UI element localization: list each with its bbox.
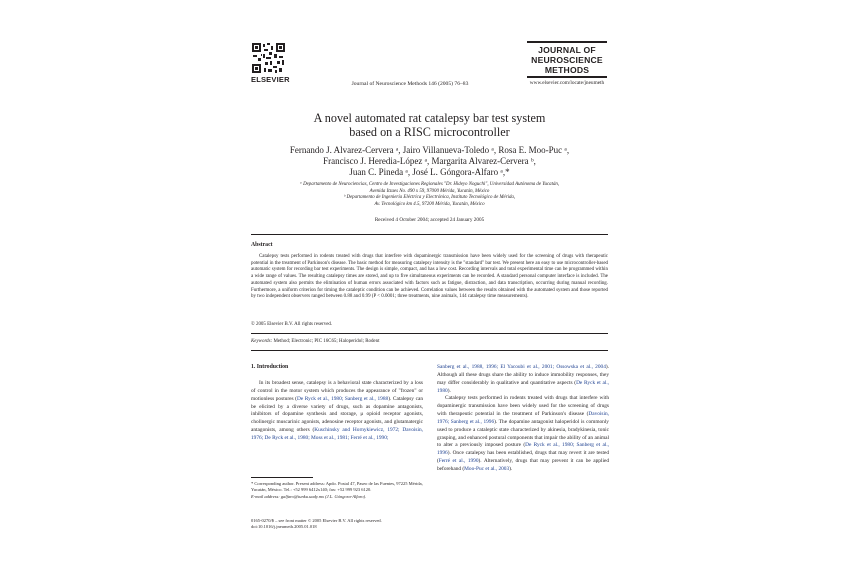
affiliation-line: Avenida Itzaes No. 490 x 59, 97000 Mérida, Yucatán, México	[369, 188, 490, 194]
affiliation-line: ᵃ Departamento de Neurociencias, Centro de Investigaciones Regionales "Dr. Hideyo Noguchi", Universidad Autónoma de Yucatán,	[299, 182, 560, 187]
journal-name-line: JOURNAL OF	[538, 45, 596, 55]
text-run: ). Although all these drugs share the ability to induce immobility responses, they may differ considerably in qualitative and quantitative aspects (	[437, 364, 609, 386]
elsevier-logo	[251, 42, 291, 84]
journal-name-line: METHODS	[544, 65, 590, 75]
abstract-heading: Abstract	[251, 242, 273, 248]
text-run: ). Once catalepsy has been established, drugs that may revert it are tested (	[437, 450, 609, 465]
corresponding-author-note: * Corresponding author. Present address: Apdo. Postal 47, Paseo de las Fuentes, 97225 Mérida, Yucatán, México. Tel.: +52 999 6412x140; fax: +52 999 923 6120.	[251, 481, 423, 493]
text-run: ). Alternatively, drugs that may prevent it can be applied beforehand (	[437, 458, 609, 472]
journal-url[interactable]: www.elsevier.com/locate/jneumeth	[529, 80, 605, 86]
journal-masthead	[527, 41, 607, 86]
citation-link[interactable]: De Ryck et al., 1980; Sanberg et al., 1988	[296, 395, 389, 402]
citation-link[interactable]: De Ryck et al., 1980; Sanberg et al., 1996	[437, 442, 609, 457]
article-title	[251, 111, 608, 139]
citation-link[interactable]: Kuschinsky and Hornykiewicz, 1972; Davoisin, 1976; De Ryck et al., 1980; Moss et al., 1981; Ferré et al., 1990;	[251, 427, 423, 441]
text-run: ).	[509, 465, 513, 472]
citation-link[interactable]: Davoisin, 1976; Sanberg et al., 1996	[437, 411, 609, 425]
author-line: Francisco J. Heredia-López ᵃ, Margarita Alvarez-Cervera ᵇ,	[323, 156, 536, 166]
received-dates: Received 4 October 2004; accepted 24 January 2005	[374, 217, 485, 223]
title-line: A novel automated rat catalepsy bar test system	[313, 111, 546, 125]
text-run: Catalepsy tests performed in rodents treated with drugs that interfere with dopaminergic transmission have been widely used for the screening of drugs with therapeutic potential in the treatment of Parkinson's disease (	[437, 395, 609, 418]
issn-line: 0165-0270/$ – see front matter © 2005 Elsevier B.V. All rights reserved.	[251, 518, 382, 523]
text-run: In its broadest sense, catalepsy is a behavioral state characterized by a loss of control in the motor system which produces the appearance of "frozen" or motionless postures (	[251, 380, 423, 402]
citation-link[interactable]: Sanberg et al., 1988, 1996; El Yacoubi et al., 2001; Ossowska et al., 2004	[437, 364, 606, 370]
abstract-text: Catalepsy tests performed in rodents treated with drugs that interfere with dopaminergic transmission have been widely used for the screening of drugs with therapeutic potential in the treatment of Parkinson's disease. The basic method for measuring catalepsy intensity is the "standard" bar test. We present here an easy to use microcontroller-based automatic system for recording bar test experiments. The design is simple, compact, and has a low cost. Recording intervals and total experimental time can be programmed within a wide range of values. The resulting catalepsy times are stored, and up to five simultaneous experiments can be recorded. A standard personal computer interface is included. The automated system also permits the elimination of human errors associated with factors such as fatigue, distraction, and data transcription, occurring during manual recording. Furthermore, a uniform criterion for timing the cataleptic condition can be achieved. Correlation values between the results obtained with the automated system and those reported by two independent observers ranged between 0.88 and 0.99 (P < 0.0001; three treatments, nine animals, 144 catalepsy time measurements).	[251, 254, 608, 300]
journal-name-line: NEUROSCIENCE	[531, 55, 603, 65]
email-note: E-mail address: galfaro@tunku.uady.mx (J.L. Góngora-Alfaro).	[251, 493, 367, 499]
title-line: based on a RISC microcontroller	[349, 125, 510, 139]
paragraph	[437, 364, 609, 395]
left-column	[251, 380, 423, 443]
text-run: ). The dopamine antagonist haloperidol is commonly used to produce a cataleptic state characterized by akinesia, bradykinesia, tonic grasping, and enhanced postural components that impair the ability of an animal to alter a previously imposed posture (	[437, 418, 609, 449]
abstract-copyright: © 2005 Elsevier B.V. All rights reserved.	[251, 322, 333, 327]
keywords-label: Keywords:	[251, 339, 273, 344]
abstract-body	[251, 254, 608, 301]
author-line: Fernando J. Alvarez-Cervera ᵃ, Jairo Villanueva-Toledo ᵃ, Rosa E. Moo-Puc ᵃ,	[289, 145, 570, 155]
text-run: ).	[447, 387, 451, 394]
author-list	[251, 145, 608, 178]
affiliation-line: ᵇ Departamento de Ingeniería Eléctrica y Electrónica, Instituto Tecnológico de Mérida,	[343, 195, 516, 200]
divider	[251, 234, 608, 235]
citation-link[interactable]: Ferré et al., 1990	[438, 458, 479, 465]
section-heading-introduction: 1. Introduction	[251, 364, 289, 370]
keywords-text: Method; Electronic; PIC 16C65; Haloperidol; Rodent	[272, 339, 380, 344]
divider	[251, 350, 608, 351]
divider	[251, 333, 608, 334]
keywords	[251, 339, 608, 344]
paragraph	[251, 380, 423, 443]
right-column	[437, 364, 609, 474]
citation-link[interactable]: Moo-Puc et al., 2003	[464, 465, 510, 472]
elsevier-tree-icon	[251, 42, 286, 74]
text-run: ). Catalepsy can be elicited by a diverse variety of drugs, such as dopamine antagonists, inhibitors of dopamine synthesis and storage, μ opioid receptor agonists, cholinergic muscarinic agonists, adenosine receptor agonists, and glutamatergic antagonists, among others (	[251, 395, 424, 434]
affiliations	[251, 182, 608, 208]
author-line: Juan C. Pineda ᵃ, José L. Góngora-Alfaro ᵃ,*	[349, 167, 510, 177]
paragraph	[437, 395, 609, 473]
footnote-divider	[251, 477, 313, 478]
journal-citation: Journal of Neuroscience Methods 146 (2005) 76–83	[351, 81, 469, 87]
issn-doi	[251, 518, 423, 531]
journal-name	[527, 41, 607, 78]
footnotes	[251, 481, 423, 500]
affiliation-line: Av. Tecnológico km 4.5, 97200 Mérida, Yucatán, México	[374, 201, 485, 207]
doi-line[interactable]: doi:10.1016/j.jneumeth.2005.01.018	[251, 524, 317, 530]
publisher-name: ELSEVIER	[251, 75, 290, 84]
citation-link[interactable]: De Ryck et al., 1980	[437, 379, 609, 394]
